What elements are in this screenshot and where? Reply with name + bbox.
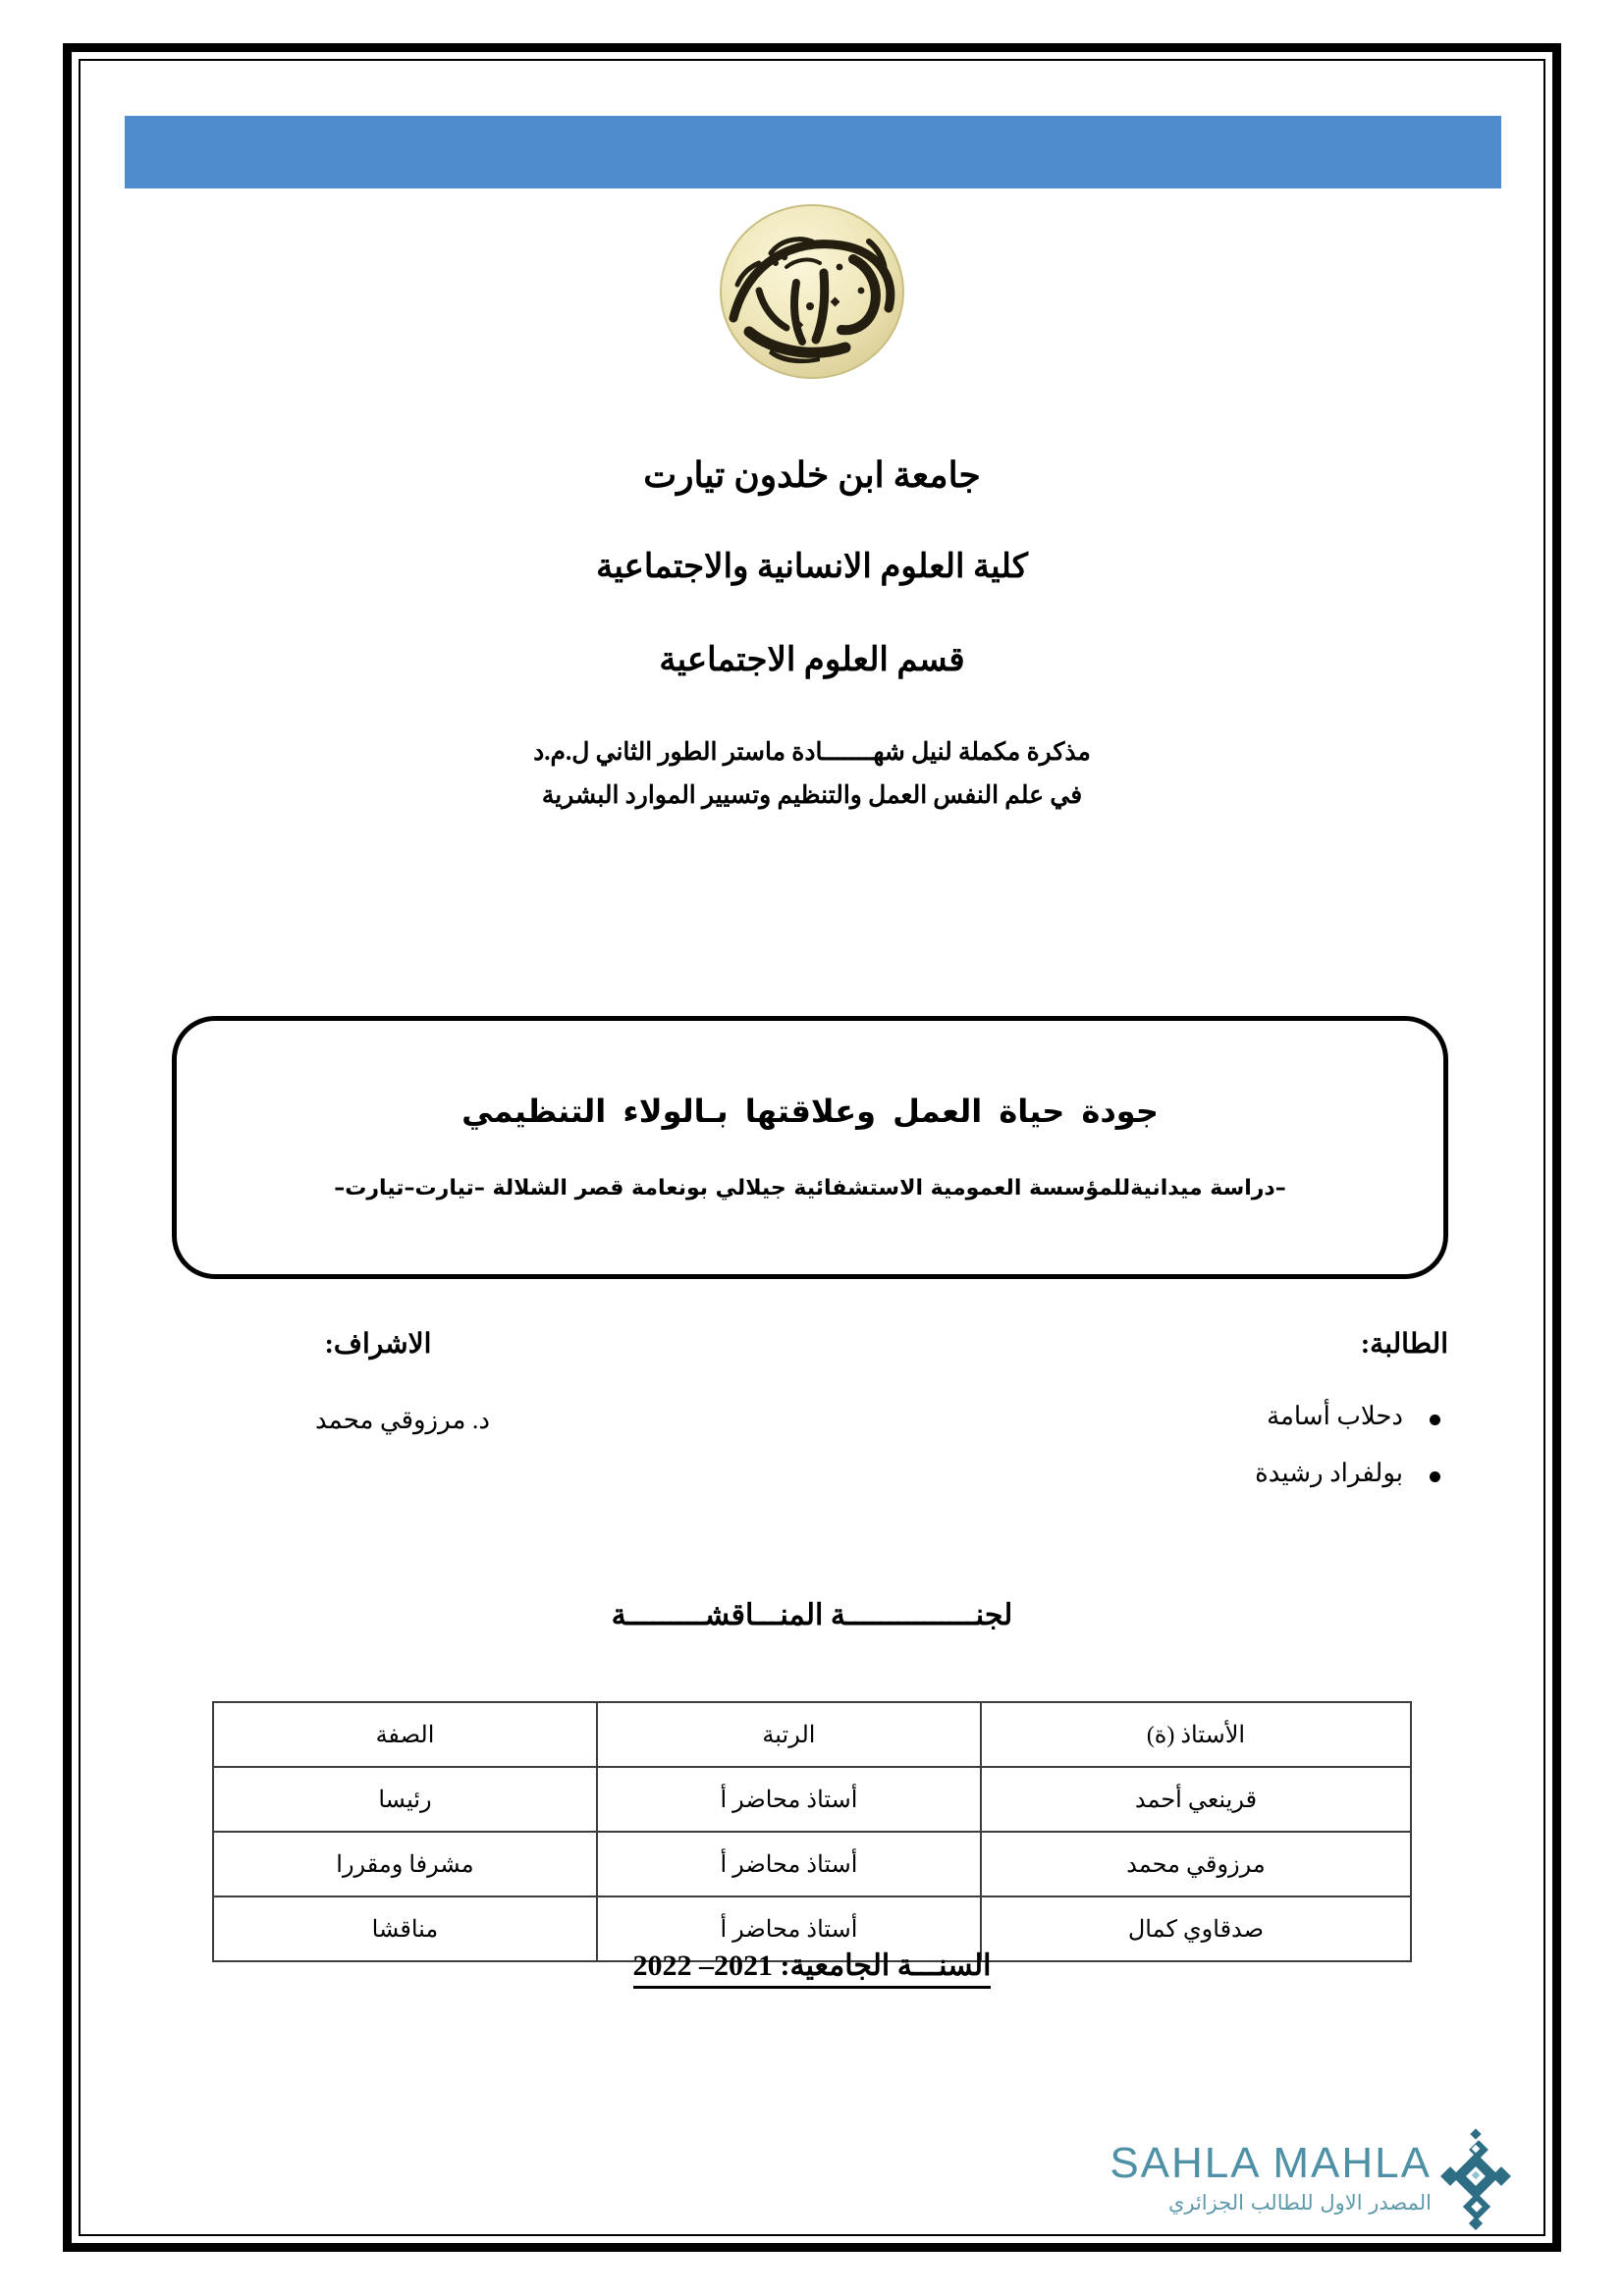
student-label: الطالبة: (1360, 1329, 1448, 1360)
column-header-role: الصفة (213, 1702, 597, 1767)
faculty-name: كلية العلوم الانسانية والاجتماعية (596, 549, 1028, 585)
list-item (938, 1461, 1448, 1486)
table-row (213, 1767, 1411, 1832)
student-name: دحلاب أسامة (1267, 1402, 1403, 1430)
column-header-rank: الرتبة (597, 1702, 981, 1767)
blue-header-banner (125, 116, 1501, 188)
bullet-icon (1430, 1471, 1440, 1482)
university-seal-icon (677, 202, 947, 381)
table-row (213, 1832, 1411, 1896)
institution-heading-block (0, 454, 1624, 813)
department-name: قسم العلوم الاجتماعية (659, 641, 965, 678)
list-item (938, 1404, 1448, 1429)
cell-professor-rank: أستاذ محاضر أ (597, 1832, 981, 1896)
cell-professor-role: مشرفا ومقررا (213, 1832, 597, 1896)
authors-names-row (172, 1404, 1448, 1518)
table-header-row (213, 1702, 1411, 1767)
bullet-icon (1430, 1415, 1440, 1425)
cell-professor-rank: أستاذ محاضر أ (597, 1767, 981, 1832)
cell-professor-rank: أستاذ محاضر أ (597, 1896, 981, 1961)
supervisor-label: الاشراف: (324, 1329, 432, 1360)
degree-statement-line-2: في علم النفس العمل والتنظيم وتسيير الموارد البشرية (541, 781, 1083, 809)
cell-professor-name: مرزوقي محمد (981, 1832, 1411, 1896)
supervisor-name: د. مرزوقي محمد (315, 1406, 490, 1434)
authors-and-supervisor-section (172, 1327, 1448, 1518)
authors-labels-row (172, 1327, 1448, 1361)
brand-text-block (1110, 2139, 1432, 2216)
brand-footer-logo (1041, 2115, 1512, 2243)
cell-professor-name: صدقاوي كمال (981, 1896, 1411, 1961)
university-seal-container (0, 202, 1624, 386)
student-name: بولفراد رشيدة (1255, 1459, 1403, 1487)
academic-year-text: السنـــة الجامعية: 2021– 2022 (633, 1949, 992, 1989)
cell-professor-name: قرينعي أحمد (981, 1767, 1411, 1832)
column-header-professor: الأستاذ (ة) (981, 1702, 1411, 1767)
thesis-main-title: جودة حياة العمل وعلاقتها بـالولاء التنظيمي (461, 1092, 1159, 1130)
brand-tagline: المصدر الاول للطالب الجزائري (1167, 2191, 1432, 2216)
jury-section-heading: لجنـــــــــــــــة المنـــاقشـــــــــة (611, 1599, 1013, 1631)
academic-year-line (0, 1949, 1624, 1989)
cell-professor-role: رئيسا (213, 1767, 597, 1832)
student-names-list (938, 1404, 1448, 1518)
university-name: جامعة ابن خلدون تيارت (643, 455, 981, 495)
brand-name: SAHLA MAHLA (1110, 2139, 1432, 2188)
cell-professor-role: مناقشا (213, 1896, 597, 1961)
thesis-sub-title: –دراسة ميدانيةللمؤسسة العمومية الاستشفائية جيلالي بونعامة قصر الشلالة –تيارت–تيارت– (334, 1175, 1286, 1201)
thesis-title-box (172, 1016, 1448, 1279)
jury-table (212, 1701, 1412, 1962)
degree-statement-line-1: مذكرة مكملة لنيل شهـــــــادة ماستر الطور الثاني ل.م.د (533, 739, 1091, 766)
jury-table-container (212, 1701, 1412, 1962)
diamond-lattice-mark-icon (1439, 2128, 1512, 2230)
